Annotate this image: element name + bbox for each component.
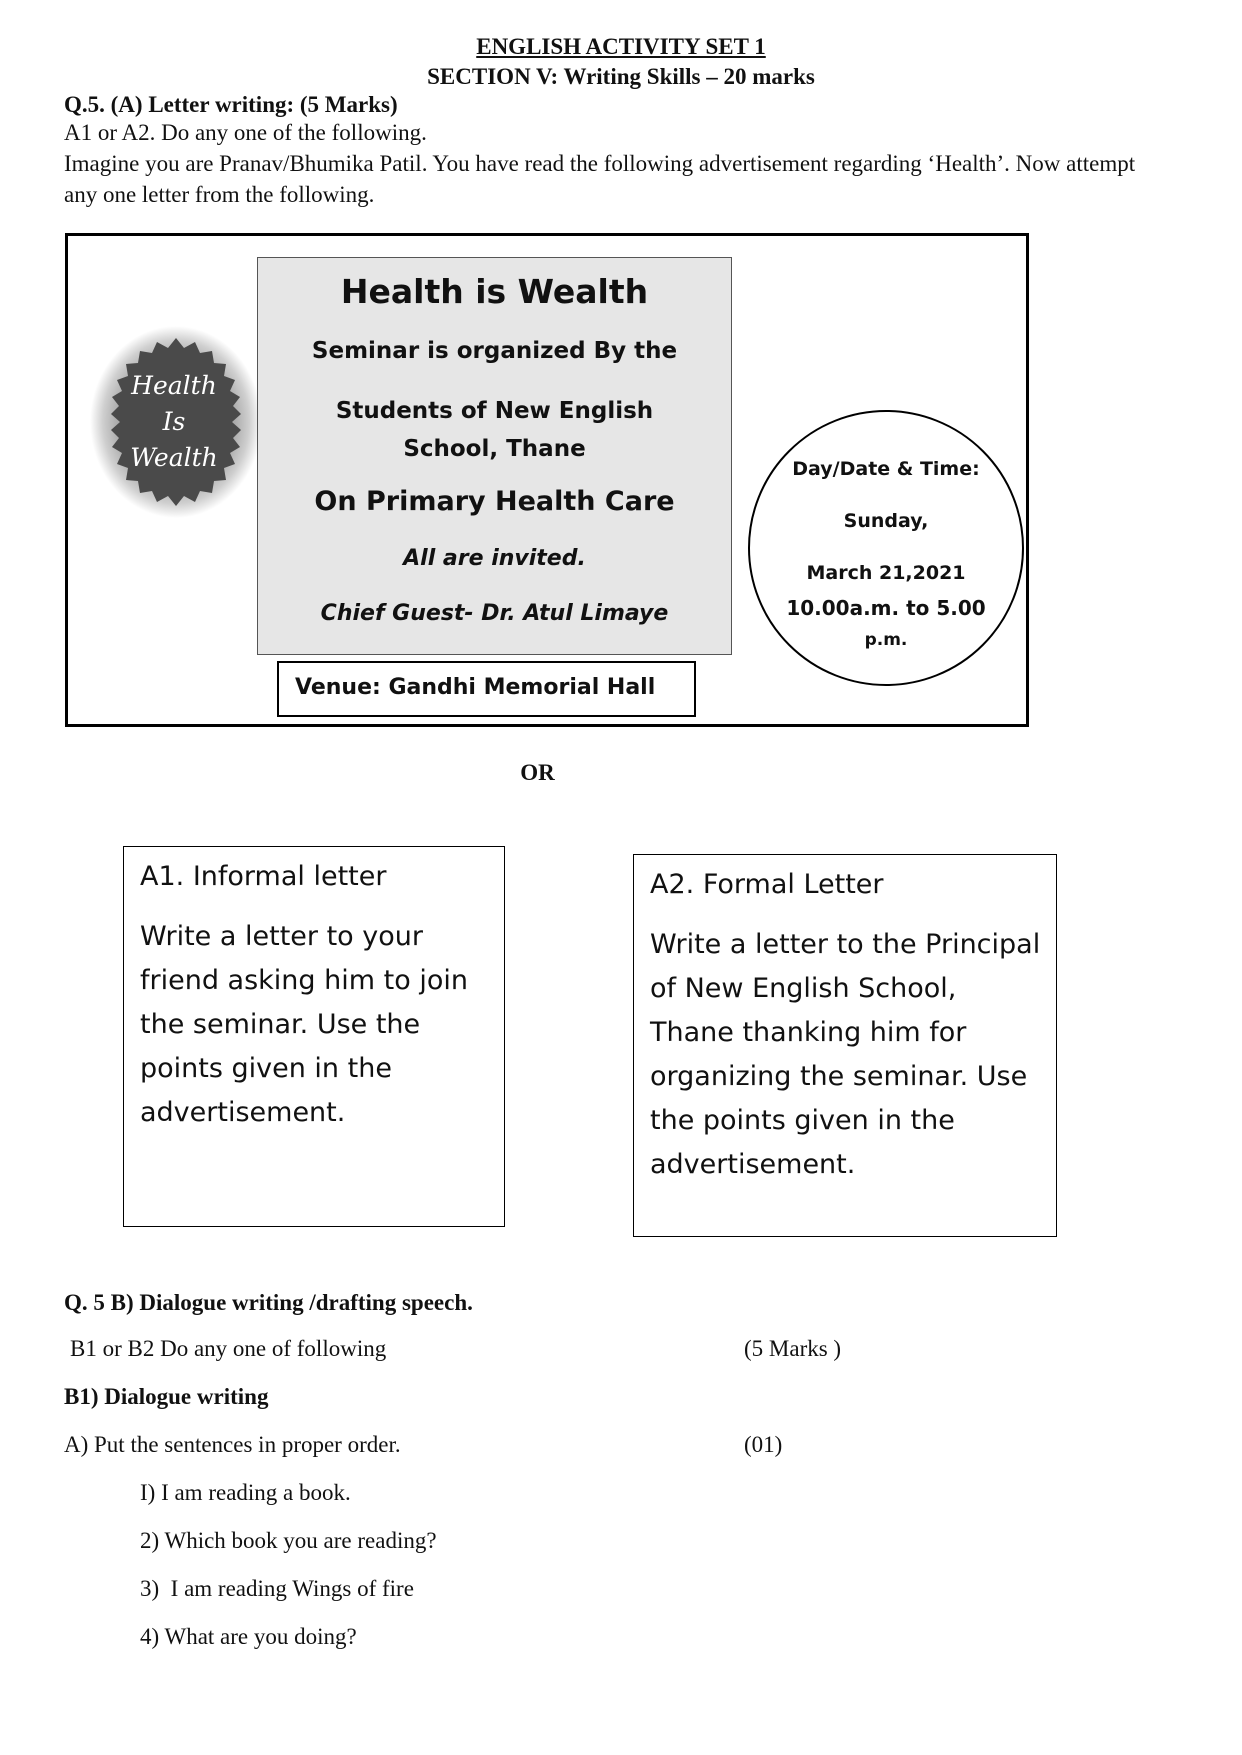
- venue-text: Venue: Gandhi Memorial Hall: [295, 675, 656, 700]
- task-instruction: A) Put the sentences in proper order.: [64, 1432, 401, 1457]
- ad-organizer-line: Seminar is organized By the: [311, 338, 678, 364]
- q5b-option-text: B1 or B2 Do any one of following: [70, 1336, 387, 1361]
- ad-students-line: Students of New English School, Thane: [335, 398, 654, 462]
- a2-formal-letter-box: [633, 854, 1057, 1237]
- seal-text-wealth: Wealth: [130, 443, 218, 472]
- datetime-circle: [748, 410, 1024, 686]
- or-separator: OR: [520, 760, 555, 785]
- ad-title: Health is Wealth: [340, 272, 649, 311]
- health-seal: [84, 300, 264, 530]
- q5a-instruction: A1 or A2. Do any one of the following.: [64, 120, 427, 145]
- datetime-label: Day/Date & Time:: [792, 458, 980, 480]
- page-title: ENGLISH ACTIVITY SET 1: [476, 34, 766, 59]
- a1-informal-letter-box: [123, 846, 505, 1227]
- advertisement-main-panel: [257, 257, 732, 655]
- venue-box: [277, 661, 696, 717]
- ad-invitation: All are invited.: [403, 546, 586, 571]
- ad-chief-guest: Chief Guest- Dr. Atul Limaye: [320, 601, 669, 626]
- q5b-heading: Q. 5 B) Dialogue writing /drafting speech.: [64, 1290, 473, 1315]
- q5a-prompt: Imagine you are Pranav/Bhumika Patil. You have read the following advertisement regarding ‘Health’. Now attempt any one letter from the following.: [64, 151, 1136, 207]
- list-item: 4) What are you doing?: [140, 1624, 357, 1649]
- a1-body: Write a letter to your friend asking him to join the seminar. Use the points given in the advertisement.: [140, 921, 468, 1128]
- event-time: 10.00a.m. to 5.00: [786, 596, 986, 620]
- section-heading: SECTION V: Writing Skills – 20 marks: [427, 64, 815, 89]
- a2-title: A2. Formal Letter: [650, 869, 884, 900]
- seal-text-health: Health: [131, 371, 217, 400]
- task-marks: (01): [744, 1432, 783, 1457]
- event-time-suffix: p.m.: [864, 630, 908, 650]
- ad-topic: On Primary Health Care: [314, 486, 675, 517]
- list-item: 2) Which book you are reading?: [140, 1528, 437, 1553]
- q5b-marks: (5 Marks ): [744, 1336, 842, 1361]
- q5a-heading: Q.5. (A) Letter writing: (5 Marks): [64, 92, 398, 117]
- a1-title: A1. Informal letter: [140, 861, 387, 892]
- list-item: I) I am reading a book.: [140, 1480, 351, 1505]
- list-item: 3) I am reading Wings of fire: [140, 1576, 414, 1601]
- a2-body: Write a letter to the Principal of New English School, Thane thanking him for organizing the seminar. Use the points given in the advertisement.: [650, 929, 1041, 1180]
- event-day: Sunday,: [843, 510, 929, 532]
- event-date: March 21,2021: [806, 562, 966, 584]
- seal-text-is: Is: [162, 407, 186, 436]
- b1-heading: B1) Dialogue writing: [64, 1384, 269, 1409]
